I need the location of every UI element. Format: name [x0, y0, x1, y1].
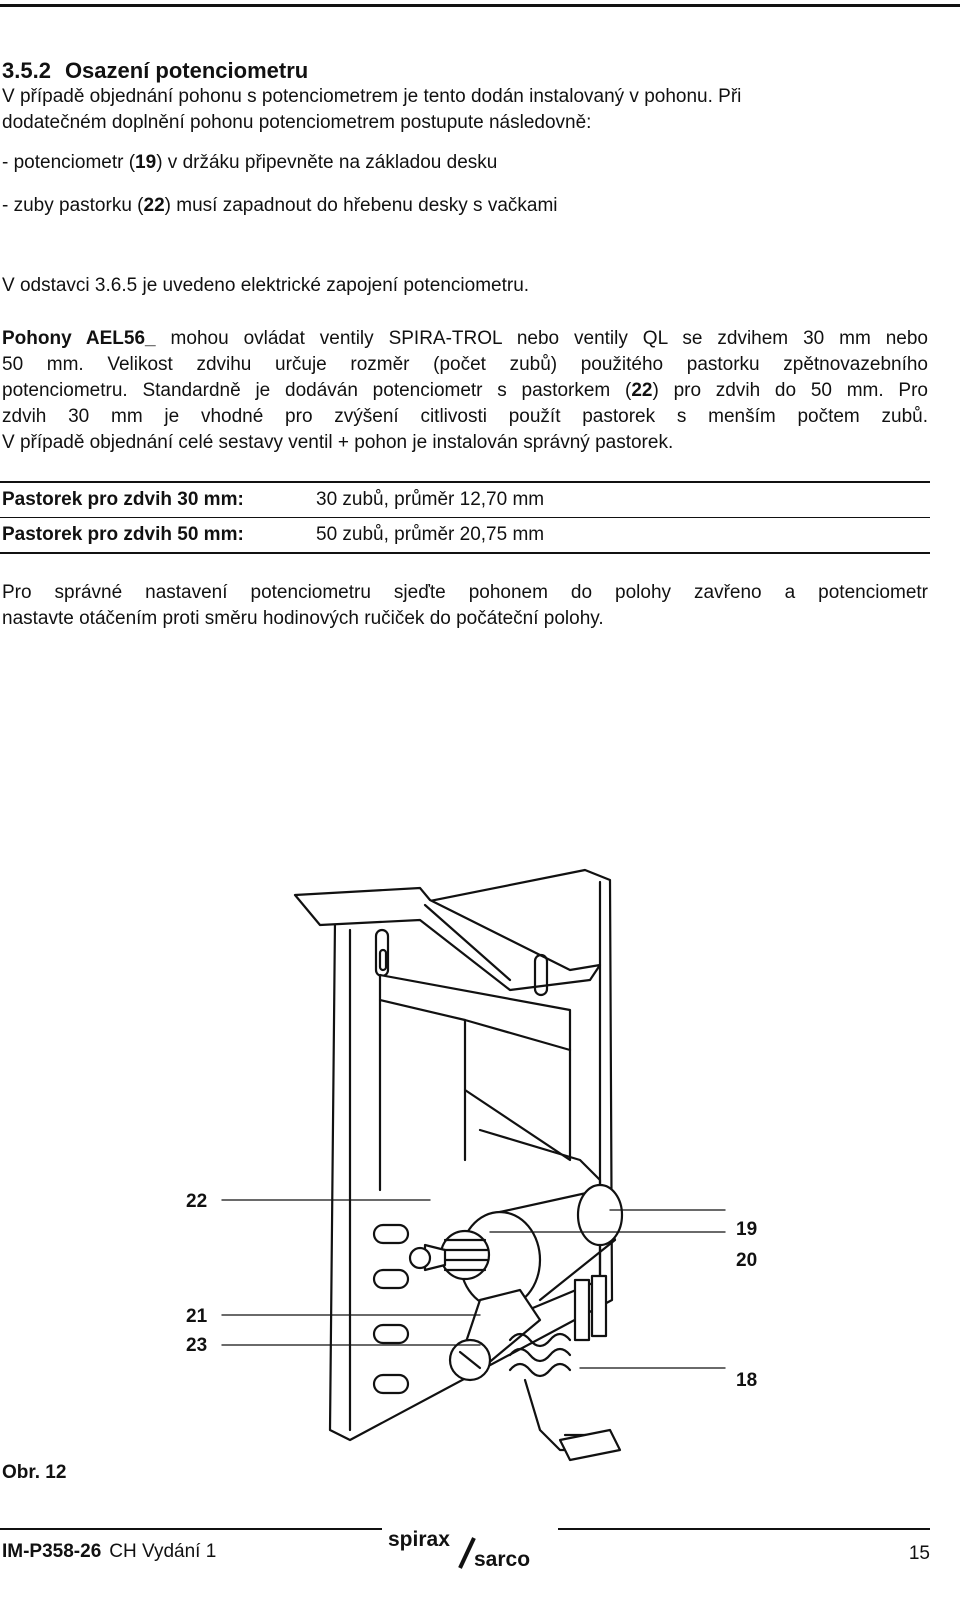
part-ref: 22	[631, 380, 653, 401]
figure-caption: Obr. 12	[2, 1462, 67, 1483]
setup-note-line-1: Pro správné nastavení potenciometru sjeďte pohonem do polohy zavřeno a potenciometr	[2, 582, 928, 603]
row-label: Pastorek pro zdvih 50 mm:	[2, 524, 244, 545]
document-code	[2, 1541, 216, 1563]
table-rule	[0, 552, 930, 554]
step-text: - potenciometr (	[2, 152, 136, 173]
logo-text-bottom: sarco	[474, 1548, 531, 1570]
paragraph-line-1	[2, 326, 928, 352]
top-rule	[0, 4, 960, 7]
drive-model: Pohony AEL56_	[2, 328, 156, 349]
callout-19: 19	[736, 1219, 758, 1240]
potentiometer-assembly-illustration	[180, 860, 800, 1480]
logo-text-top: spirax	[388, 1528, 450, 1551]
callout-23: 23	[186, 1335, 208, 1356]
step-item	[2, 150, 497, 176]
part-ref: 22	[143, 195, 165, 216]
setup-note-line-2: nastavte otáčením proti směru hodinových ručiček do počáteční polohy.	[2, 608, 604, 629]
section-heading	[2, 58, 308, 84]
intro-line-2: dodatečném doplnění pohonu potenciometrem postupute následovně:	[2, 112, 592, 133]
step-item	[2, 193, 558, 219]
row-value: 50 zubů, průměr 20,75 mm	[316, 524, 545, 545]
part-ref: 19	[135, 152, 157, 173]
paragraph-line-4: zdvih 30 mm je vhodné pro zvýšení citlivosti použít pastorek s menším počtem zubů.	[2, 406, 928, 427]
callout-22: 22	[186, 1191, 208, 1212]
paragraph-text: mohou ovládat ventily SPIRA-TROL nebo ventily QL se zdvihem 30 mm nebo	[155, 328, 928, 349]
paragraph-text: potenciometru. Standardně je dodáván potenciometr s pastorkem (	[2, 380, 632, 401]
paragraph-line-3	[2, 378, 928, 404]
intro-line-1: V případě objednání pohonu s potenciometrem je tento dodán instalovaný v pohonu. Při	[2, 86, 742, 107]
row-label: Pastorek pro zdvih 30 mm:	[2, 489, 244, 510]
paragraph-text: ) pro zdvih do 50 mm. Pro	[652, 380, 928, 401]
step-text: ) v držáku připevněte na základou desku	[156, 152, 498, 173]
table-row	[0, 518, 930, 552]
section-title: Osazení potenciometru	[64, 58, 309, 83]
callout-20: 20	[736, 1250, 758, 1271]
step-text: - zuby pastorku (	[2, 195, 144, 216]
paragraph-line-5: V případě objednání celé sestavy ventil + pohon je instalován správný pastorek.	[2, 432, 674, 453]
table-row	[0, 483, 930, 517]
spirax-sarco-logo	[382, 1528, 558, 1570]
edition: CH Vydání 1	[109, 1541, 217, 1562]
row-value: 30 zubů, průměr 12,70 mm	[316, 489, 545, 510]
page-number: 15	[908, 1543, 930, 1564]
callout-21: 21	[186, 1306, 208, 1327]
pinion-table	[0, 481, 930, 554]
callout-18: 18	[736, 1370, 758, 1391]
section-number: 3.5.2	[2, 58, 51, 83]
step-text: ) musí zapadnout do hřebenu desky s vačkami	[164, 195, 558, 216]
paragraph-line-2: 50 mm. Velikost zdvihu určuje rozměr (počet zubů) použitého pastorku zpětnovazebního	[2, 354, 928, 375]
wiring-note: V odstavci 3.6.5 je uvedeno elektrické zapojení potenciometru.	[2, 275, 530, 296]
document-id: IM-P358-26	[2, 1541, 102, 1562]
